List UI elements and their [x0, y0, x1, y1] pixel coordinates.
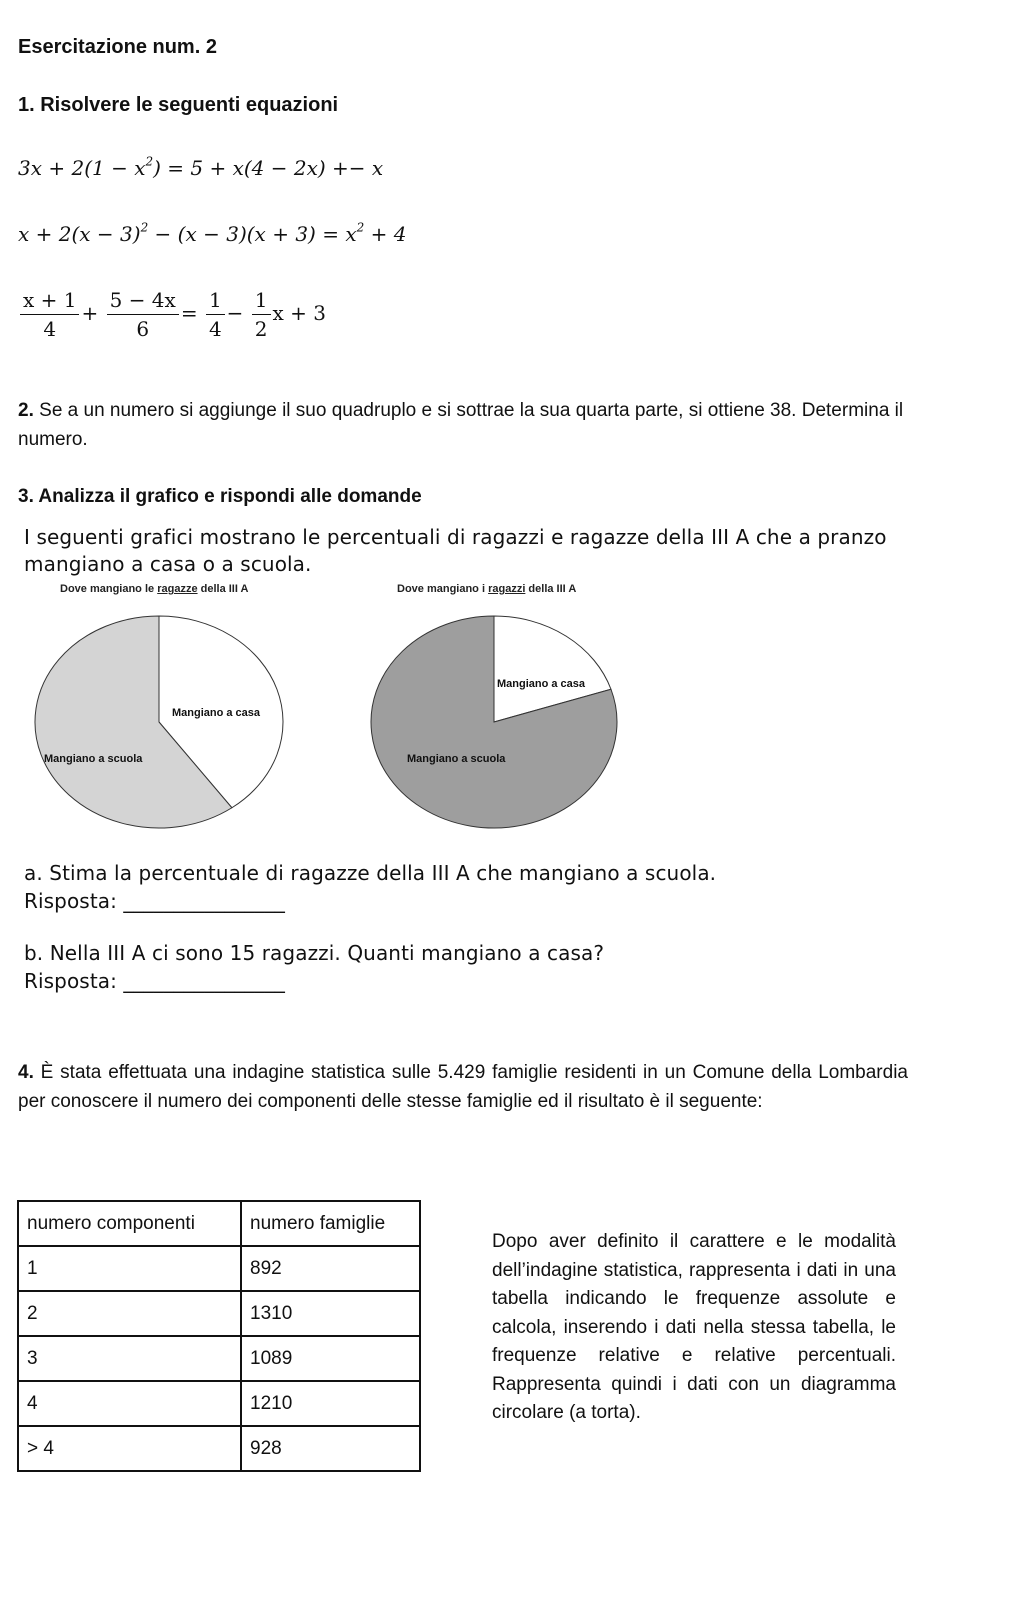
pie-chart-girls	[20, 598, 320, 848]
pie-2-label-scuola: Mangiano a scuola	[407, 753, 506, 765]
table-cell: 2	[18, 1291, 241, 1336]
pie-chart-boys	[355, 598, 655, 848]
pie-1-label-scuola: Mangiano a scuola	[44, 753, 143, 765]
table-row	[18, 1291, 420, 1336]
table-cell: 1310	[241, 1291, 420, 1336]
equation-3: $\frac{x + 1}{4}$ + $\frac{5 - 4x}{6}$ = $\frac{1}{4}$ − $\frac{1}{2}$ x + 3	[18, 288, 326, 341]
chart-1-title: Dove mangiano le ragazze della III A	[60, 583, 249, 595]
table-row	[18, 1426, 420, 1471]
exercise-1-heading: 1. Risolvere le seguenti equazioni	[18, 94, 339, 116]
equation-2: $x + 2(x - 3)^2 - (x - 3)(x + 3) = x^2 + 4$	[18, 220, 407, 246]
answer-a: Risposta: ________________	[24, 889, 286, 913]
exercise-4-text: 4. È stata effettuata una indagine statistica sulle 5.429 famiglie residenti in un Comune della Lombardia per conoscere il numero dei componenti delle stesse famiglie ed il risultato è il seguente:	[18, 1062, 908, 1112]
table-cell: 3	[18, 1336, 241, 1381]
table-row	[18, 1336, 420, 1381]
exercise-4-instructions: Dopo aver definito il carattere e le modalità dell’indagine statistica, rappresenta i dati in una tabella indicando le frequenze assolute e calcola, inserendo i dati nella stessa tabella, le frequenze relative e relative percentuali. Rappresenta quindi i dati con un diagramma circolare (a torta).	[492, 1231, 896, 1423]
table-row	[18, 1381, 420, 1426]
exercise-2-text: 2. Se a un numero si aggiunge il suo quadruplo e si sottrae la sua quarta parte, si ottiene 38. Determina il numero.	[18, 400, 904, 450]
answer-b: Risposta: ________________	[24, 969, 286, 993]
table-header: numero componenti	[18, 1201, 241, 1246]
table-cell: > 4	[18, 1426, 241, 1471]
table-cell: 1089	[241, 1336, 420, 1381]
table-cell: 1210	[241, 1381, 420, 1426]
question-a: a. Stima la percentuale di ragazze della III A che mangiano a scuola.	[24, 861, 717, 885]
table-header: numero famiglie	[241, 1201, 420, 1246]
page-title: Esercitazione num. 2	[18, 36, 217, 58]
table-cell: 892	[241, 1246, 420, 1291]
table-row	[18, 1246, 420, 1291]
table-cell: 928	[241, 1426, 420, 1471]
families-table	[17, 1200, 421, 1472]
question-b: b. Nella III A ci sono 15 ragazzi. Quanti mangiano a casa?	[24, 941, 605, 965]
pie-2-label-casa: Mangiano a casa	[497, 678, 586, 690]
table-cell: 1	[18, 1246, 241, 1291]
exercise-3-intro: I seguenti grafici mostrano le percentuali di ragazzi e ragazze della III A che a pranzo mangiano a casa o a scuola.	[24, 525, 887, 576]
pie-1-label-casa: Mangiano a casa	[172, 707, 261, 719]
table-cell: 4	[18, 1381, 241, 1426]
equation-1: $3x + 2(1 - x^2) = 5 + x(4 - 2x) +- x$	[18, 154, 384, 180]
exercise-3-heading: 3. Analizza il grafico e rispondi alle domande	[18, 486, 422, 507]
chart-2-title: Dove mangiano i ragazzi della III A	[397, 583, 577, 595]
table-header-row	[18, 1201, 420, 1246]
